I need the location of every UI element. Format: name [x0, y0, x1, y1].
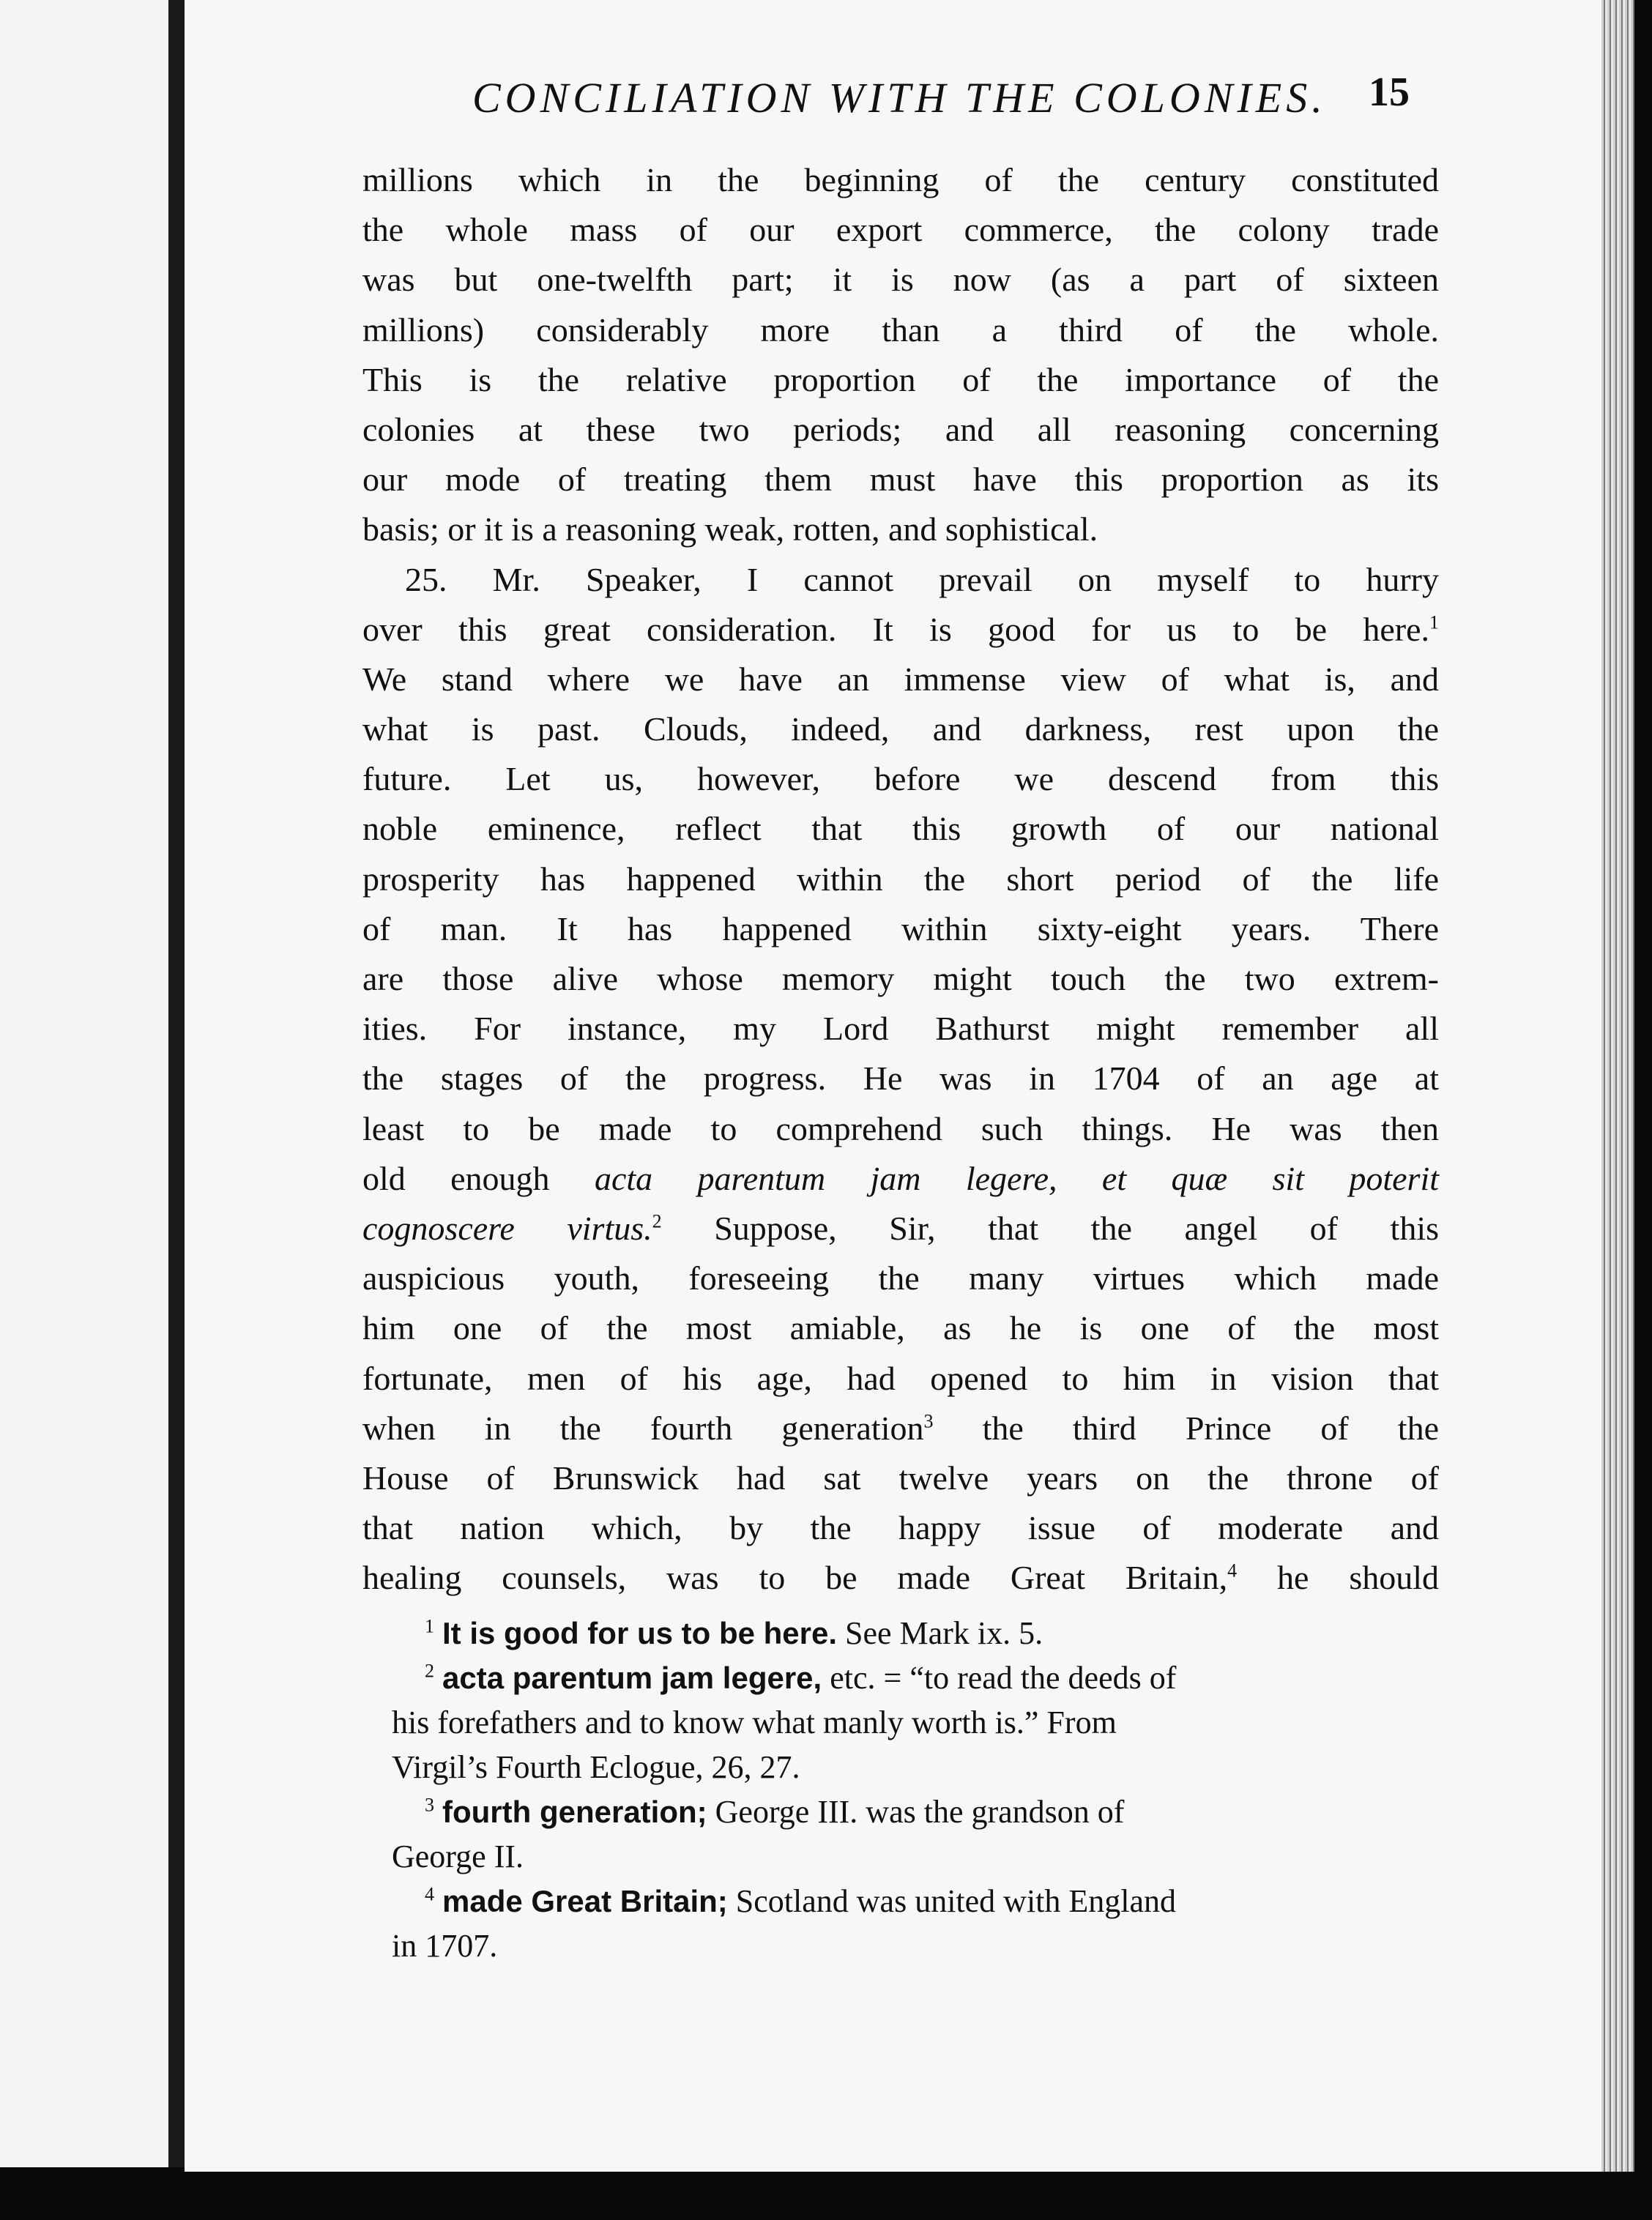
footnote-term: It is good for us to be here. — [442, 1616, 838, 1650]
text-line — [362, 1404, 1439, 1453]
footnote-text-line: George II. — [392, 1839, 524, 1874]
footnote-mark: 1 — [1429, 611, 1439, 633]
text-line: colonies at these two periods; and all reasoning concerning — [362, 410, 1439, 448]
text-segment: over this great consideration. It is good for us to be here. — [362, 610, 1429, 648]
page-stack-edge — [1601, 0, 1634, 2172]
text-segment: he should — [1277, 1559, 1439, 1597]
text-line — [362, 1154, 1439, 1204]
text-line: him one of the most amiable, as he is one of the most — [362, 1309, 1439, 1347]
latin-quote: cognoscere virtus. — [362, 1209, 652, 1247]
footnote-3 — [392, 1789, 1439, 1834]
text-line: the whole mass of our export commerce, the colony trade — [362, 211, 1439, 249]
text-line: are those alive whose memory might touch the two extrem- — [362, 960, 1439, 997]
book-gutter — [168, 0, 185, 2167]
body-text — [362, 155, 1439, 1603]
text-line: what is past. Clouds, indeed, and darkness, rest upon the — [362, 710, 1439, 748]
footnote-text: Scotland was united with England — [735, 1883, 1177, 1919]
text-line: of man. It has happened within sixty-eight years. There — [362, 909, 1439, 947]
footnote-number: 4 — [425, 1883, 434, 1905]
running-head — [472, 70, 1432, 124]
footnote-text-line: Virgil’s Fourth Eclogue, 26, 27. — [392, 1749, 800, 1785]
footnote-mark: 3 — [923, 1410, 934, 1432]
footnote-4 — [392, 1879, 1439, 1923]
text-line: least to be made to comprehend such things. He was then — [362, 1109, 1439, 1147]
text-line — [362, 1553, 1439, 1603]
footnote-text-line: his forefathers and to know what manly worth is.” From — [392, 1705, 1117, 1740]
text-segment: Suppose, Sir, that the angel of this — [714, 1209, 1440, 1247]
text-segment: old enough — [362, 1159, 550, 1197]
text-line: the stages of the progress. He was in 1704 of an age at — [362, 1059, 1439, 1098]
text-line: our mode of treating them must have this proportion as its — [362, 461, 1439, 499]
footnote-term: made Great Britain; — [442, 1884, 728, 1918]
text-line: millions) considerably more than a third of the whole. — [362, 310, 1439, 349]
footnote-1 — [392, 1611, 1439, 1655]
footnote-text: See Mark ix. 5. — [845, 1615, 1043, 1651]
footnote-mark: 4 — [1227, 1560, 1238, 1582]
text-segment: when in the fourth generation — [362, 1409, 924, 1447]
text-line: millions which in the beginning of the century constituted — [362, 161, 1439, 198]
footnote-number: 1 — [425, 1615, 434, 1637]
text-line: fortunate, men of his age, had opened to him in vision that — [362, 1359, 1439, 1397]
footnote-2 — [392, 1655, 1439, 1700]
running-title: CONCILIATION WITH THE COLONIES. — [472, 74, 1327, 122]
footnote-term: acta parentum jam legere, — [442, 1661, 822, 1695]
text-line: basis; or it is a reasoning weak, rotten, and sophistical. — [362, 510, 1098, 548]
footnotes — [392, 1611, 1439, 1968]
text-line: auspicious youth, foreseeing the many virtues which made — [362, 1259, 1439, 1297]
text-line: We stand where we have an immense view of what is, and — [362, 660, 1439, 698]
text-line — [362, 605, 1439, 655]
text-line: was but one-twelfth part; it is now (as a part of sixteen — [362, 261, 1439, 299]
footnote-number: 2 — [425, 1660, 434, 1682]
facing-page-edge — [0, 0, 168, 2167]
footnote-term: fourth generation; — [442, 1795, 707, 1829]
text-line — [362, 1204, 1439, 1254]
text-line: House of Brunswick had sat twelve years on the throne of — [362, 1459, 1439, 1497]
footnote-mark: 2 — [652, 1210, 662, 1232]
text-line: ities. For instance, my Lord Bathurst might remember all — [362, 1010, 1439, 1048]
text-line: 25. Mr. Speaker, I cannot prevail on myself to hurry — [405, 560, 1439, 598]
text-segment: healing counsels, was to be made Great Britain, — [362, 1559, 1228, 1597]
text-line: future. Let us, however, before we descend from this — [362, 760, 1439, 798]
footnote-text: etc. = “to read the deeds of — [830, 1660, 1177, 1696]
footnote-text-line: in 1707. — [392, 1928, 498, 1964]
text-line: prosperity has happened within the short period of the life — [362, 860, 1439, 898]
text-line: that nation which, by the happy issue of moderate and — [362, 1509, 1439, 1547]
text-segment: the third Prince of the — [982, 1409, 1440, 1447]
footnote-number: 3 — [425, 1794, 434, 1816]
latin-quote: acta parentum jam legere, et quæ sit poterit — [594, 1159, 1439, 1197]
footnote-text: George III. was the grandson of — [715, 1794, 1125, 1830]
text-line: noble eminence, reflect that this growth of our national — [362, 810, 1439, 848]
text-line: This is the relative proportion of the importance of the — [362, 360, 1439, 398]
page-number: 15 — [1369, 70, 1410, 115]
